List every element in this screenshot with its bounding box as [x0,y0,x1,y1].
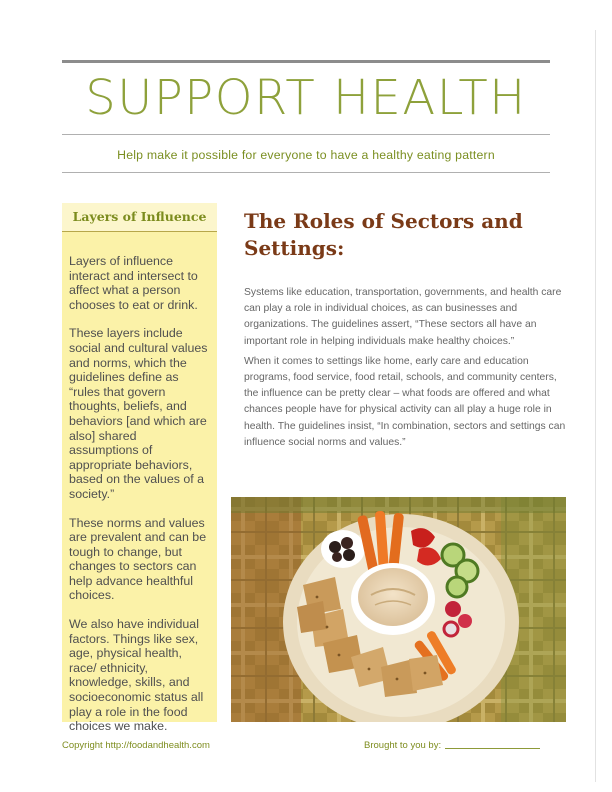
sponsor-footer [364,740,540,751]
page-title: SUPPORT HEALTH [85,70,527,126]
food-platter-photo [231,497,566,722]
article-body [244,285,566,455]
sidebar-box [62,203,217,734]
title-rule [62,134,550,135]
sidebar-body [62,232,217,734]
sidebar-heading: Layers of Influence [62,203,217,232]
subtitle-rule [62,172,550,173]
article-paragraph: When it comes to settings like home, early care and education programs, food service, food retail, schools, and community centers, the influence can be pretty clear – what foods are offered and what chances people have for physical activity can all play a huge role in health. The guidelines insist, “In combination, sectors and settings can influence social norms and values.” [244,355,566,448]
brought-to-you-label: Brought to you by: [364,740,442,751]
copyright-label: Copyright [62,740,103,751]
article-paragraph: Systems like education, transportation, governments, and health care can play a role in individual choices, as can businesses and organizations. The guidelines assert, “These sectors all have an important role in helping individuals make healthy choices.” [244,287,562,347]
sidebar-paragraph: We also have individual factors. Things like sex, age, physical health, race/ ethnicity, knowledge, skills, and socioeconomic status all play a role in the food choices we make. [69,617,204,734]
sidebar-paragraph: Layers of influence interact and intersect to affect what a person chooses to eat or drink. [69,254,198,312]
sponsor-blank-line [445,748,540,749]
page-edge-line [595,30,596,782]
section-heading: The Roles of Sectors and Settings: [244,209,523,260]
top-rule [62,60,550,63]
sidebar-paragraph: These layers include social and cultural values and norms, which the guidelines define as “rules that govern thoughts, beliefs, and behaviors [and which are also] shared assumptions of appropriate behaviors, based on the values of a society.” [69,326,208,501]
sidebar-paragraph: These norms and values are prevalent and can be tough to change, but changes to sectors can help advance healthful choices. [69,515,207,603]
page-subtitle: Help make it possible for everyone to have a healthy eating pattern [117,148,495,162]
website-link[interactable]: http://foodandhealth.com [105,740,210,751]
copyright-footer [62,740,210,751]
